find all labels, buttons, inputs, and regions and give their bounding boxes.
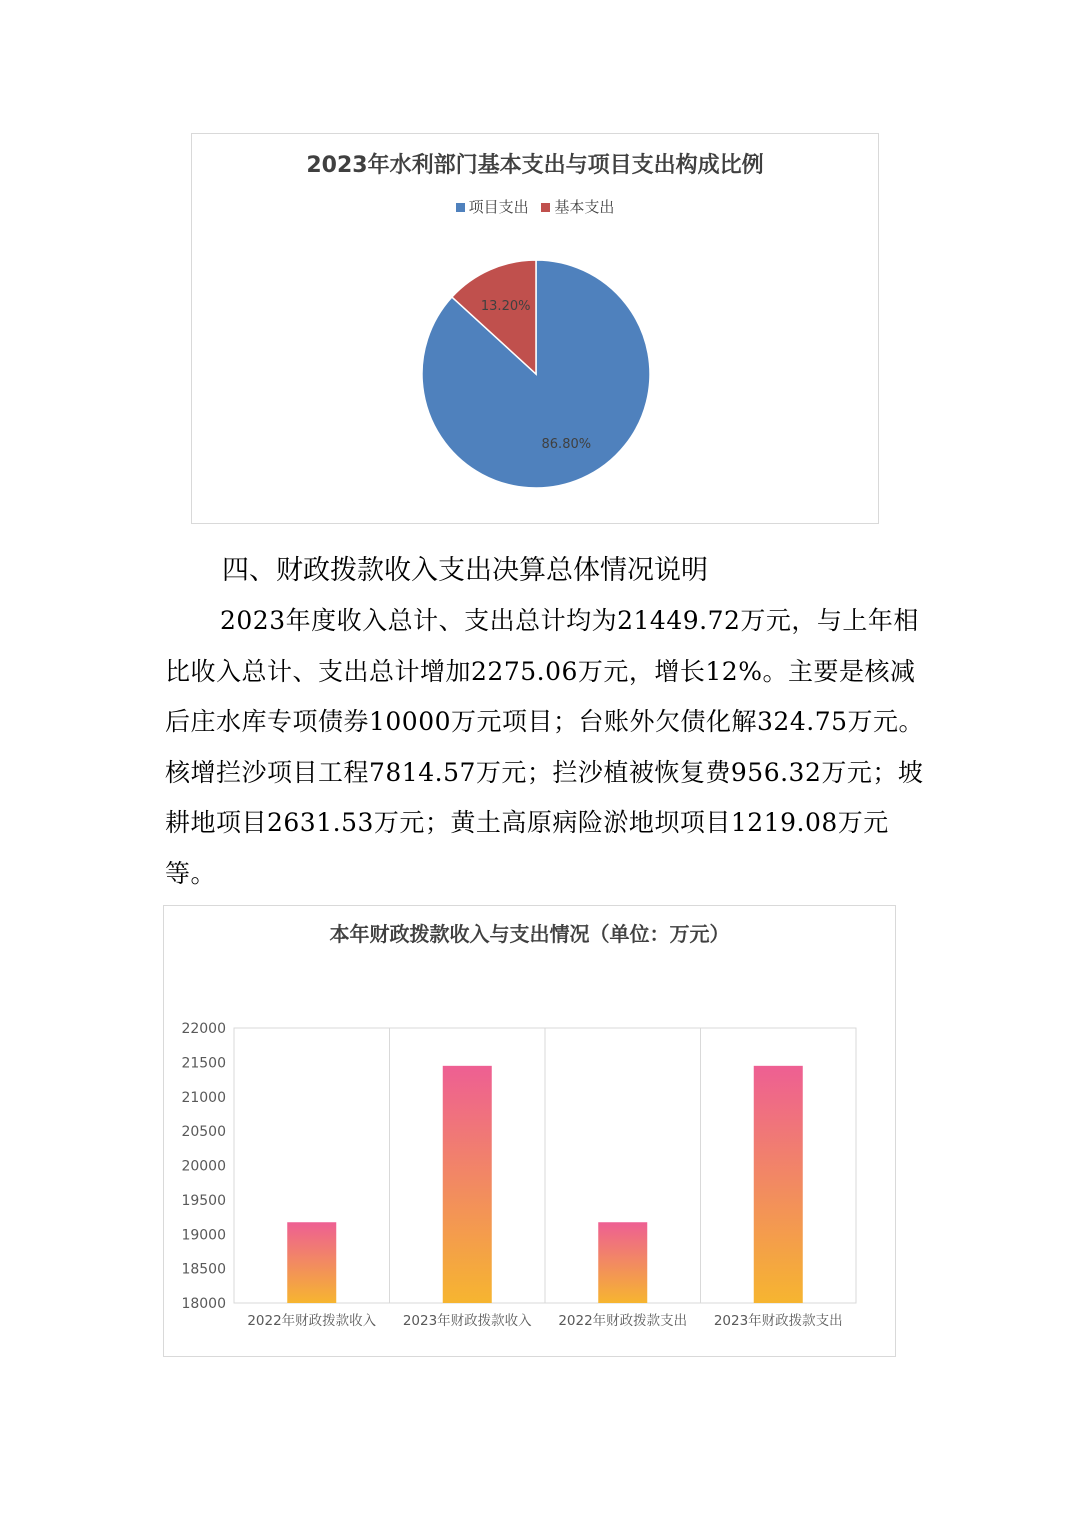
- x-tick-label-1: 2023年财政拨款收入: [402, 1313, 532, 1329]
- y-tick-label-4: 20000: [181, 1158, 226, 1175]
- pie-chart-svg: [192, 134, 878, 523]
- y-tick-label-7: 21500: [181, 1055, 226, 1072]
- x-tick-label-3: 2023年财政拨款支出: [713, 1313, 843, 1329]
- pie-chart-title: 2023年水利部门基本支出与项目支出构成比例: [306, 153, 764, 178]
- pie-data-label-1: 13.20%: [480, 299, 531, 315]
- y-tick-label-2: 19000: [181, 1227, 226, 1244]
- y-tick-label-1: 18500: [181, 1261, 226, 1278]
- y-tick-label-6: 21000: [181, 1089, 226, 1106]
- legend-label-basic: 基本支出: [554, 198, 615, 216]
- pie-data-label-0: 86.80%: [541, 436, 592, 452]
- bar-chart-title: 本年财政拨款收入与支出情况（单位：万元）: [329, 922, 730, 946]
- y-tick-label-5: 20500: [181, 1124, 226, 1141]
- bar-chart-container: [163, 905, 896, 1357]
- bar-chart-svg: [164, 906, 895, 1356]
- y-tick-label-0: 18000: [181, 1296, 226, 1312]
- y-tick-label-3: 19500: [181, 1192, 226, 1209]
- bar-2: [598, 1222, 647, 1303]
- section-heading: 四、财政拨款收入支出决算总体情况说明: [222, 555, 708, 586]
- pie-chart-container: [191, 133, 879, 524]
- legend-label-project: 项目支出: [468, 198, 529, 216]
- x-tick-label-2: 2022年财政拨款支出: [558, 1313, 688, 1329]
- bar-3: [754, 1066, 803, 1303]
- bar-1: [443, 1066, 492, 1303]
- x-tick-label-0: 2022年财政拨款收入: [247, 1313, 377, 1329]
- bar-0: [287, 1222, 336, 1303]
- section-paragraph: 2023年度收入总计、支出总计均为21449.72万元，与上年相比收入总计、支出总计增加2275.06万元，增长12%。主要是核减后庄水库专项债券10000万元项目；台账外欠债化解324.75万元。核增拦沙项目工程7814.57万元；拦沙植被恢复费956.32万元；坡耕地项目2631.53万元；黄土高原病险淤地坝项目1219.08万元等。: [165, 606, 925, 888]
- y-tick-label-8: 22000: [181, 1021, 226, 1037]
